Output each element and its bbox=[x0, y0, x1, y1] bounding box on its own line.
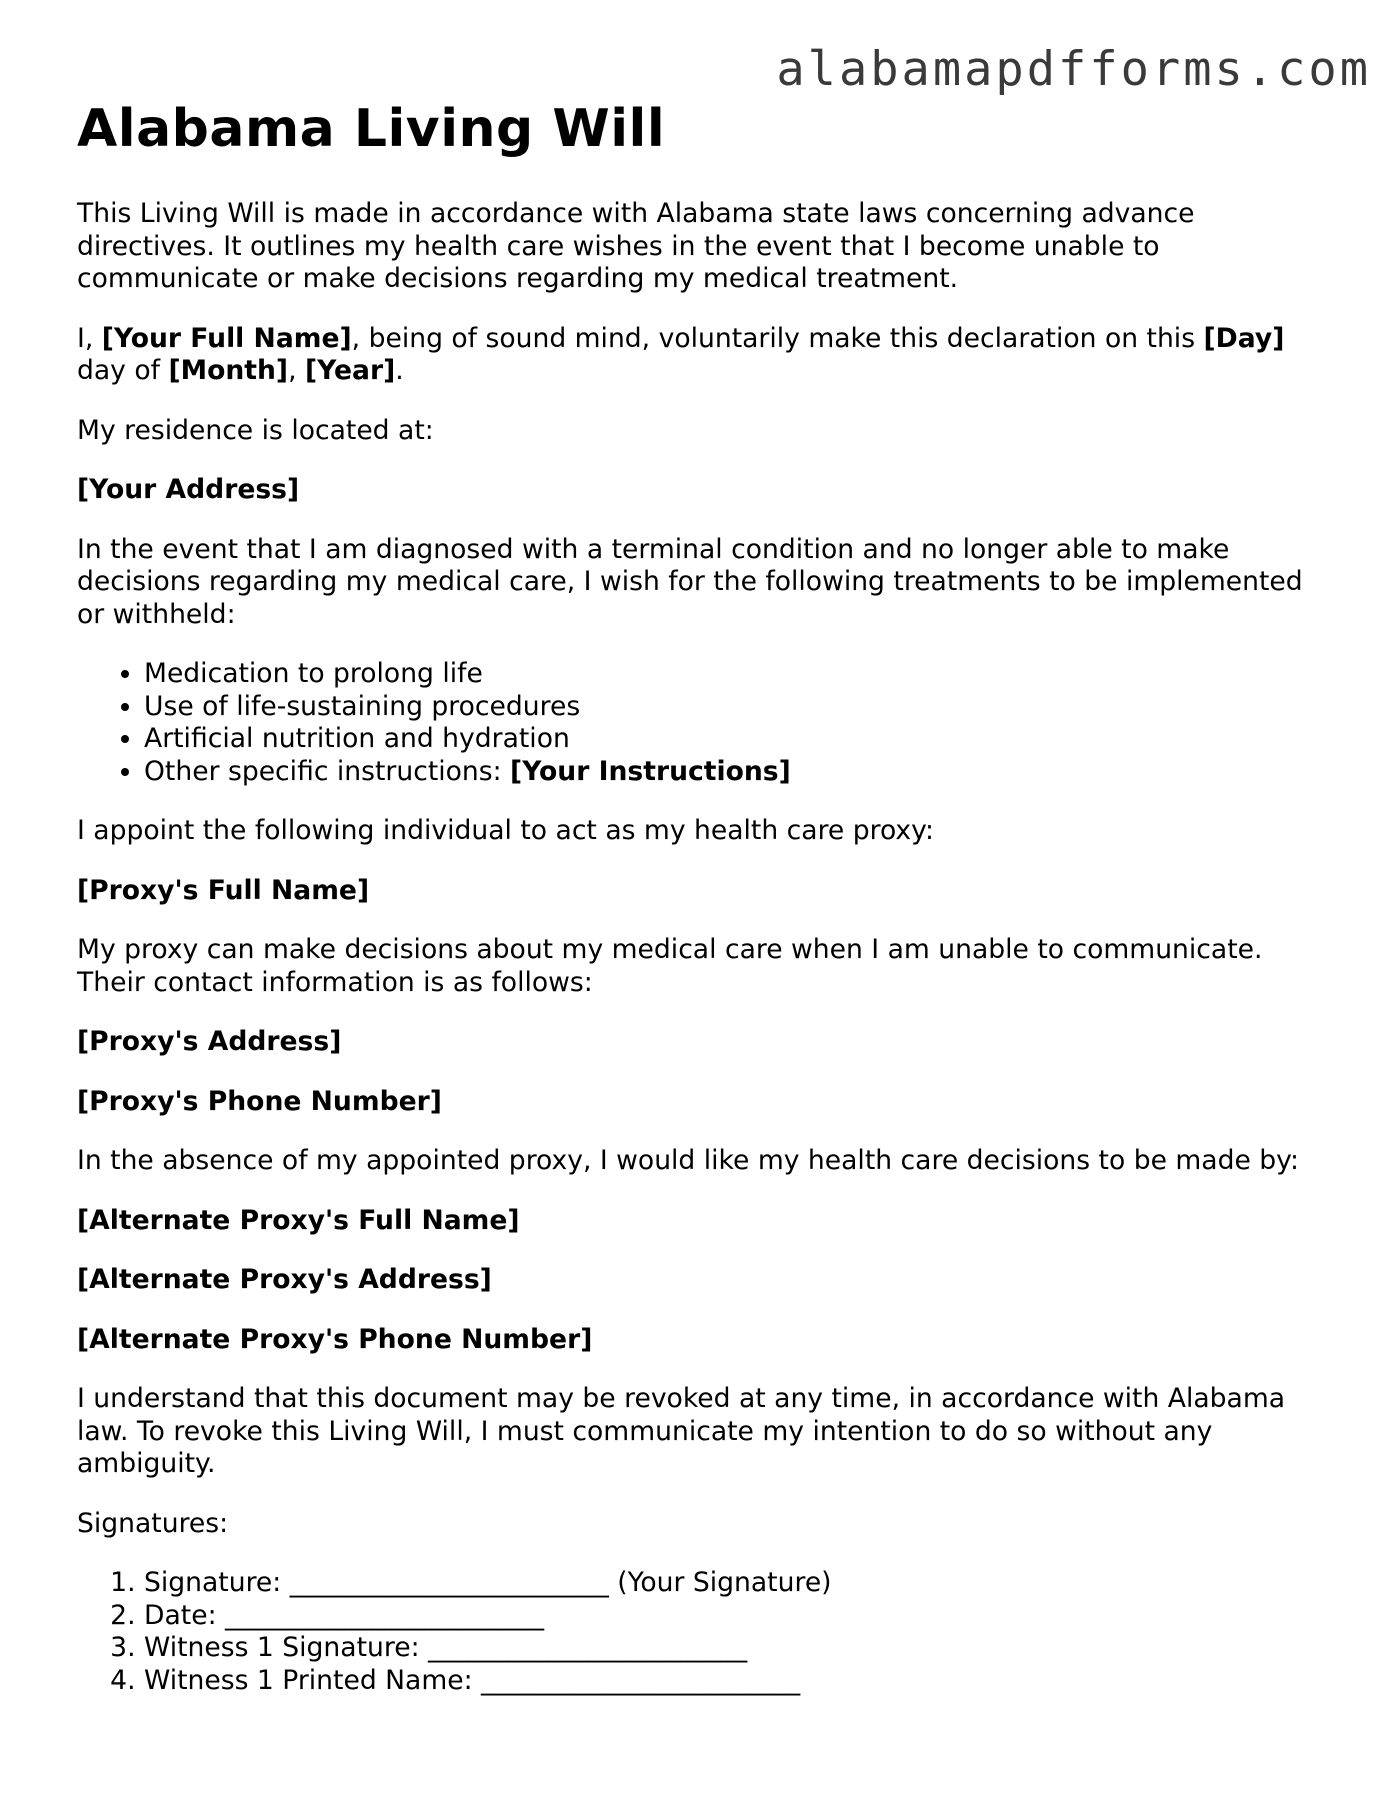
proxy-phone-placeholder: [Proxy's Phone Number] bbox=[77, 1085, 442, 1117]
proxy-address-placeholder: [Proxy's Address] bbox=[77, 1026, 342, 1058]
signatures-label: Signatures: bbox=[77, 1507, 229, 1539]
site-watermark: alabamapdfforms.com bbox=[776, 42, 1371, 97]
treatment-list bbox=[77, 658, 1327, 788]
declaration-end: . bbox=[395, 355, 404, 387]
alternate-proxy-intro: In the absence of my appointed proxy, I would like my health care decisions to be made by: bbox=[77, 1145, 1299, 1177]
day-placeholder: [Day] bbox=[1203, 322, 1285, 354]
alternate-proxy-phone-placeholder: [Alternate Proxy's Phone Number] bbox=[77, 1323, 593, 1355]
list-item: • Medication to prolong life bbox=[144, 658, 1327, 691]
alternate-proxy-address-placeholder: [Alternate Proxy's Address] bbox=[77, 1264, 492, 1296]
list-item: • Use of life-sustaining procedures bbox=[144, 691, 1327, 724]
month-placeholder: [Month] bbox=[168, 355, 289, 387]
document-body bbox=[77, 100, 1327, 1724]
list-item bbox=[144, 756, 1327, 789]
intro-paragraph: This Living Will is made in accordance with Alabama state laws concerning advance directives. It outlines my health care wishes in the event that I become unable to communicate or make decisions regarding my medical treatment. bbox=[77, 198, 1195, 295]
page-title: Alabama Living Will bbox=[77, 99, 666, 159]
declaration-comma: , bbox=[288, 355, 306, 387]
list-item: • Artificial nutrition and hydration bbox=[144, 723, 1327, 756]
instructions-label: Other specific instructions: bbox=[144, 755, 511, 787]
terminal-condition-paragraph: In the event that I am diagnosed with a terminal condition and no longer able to make decisions regarding my medical care, I wish for the following treatments to be implemented or withheld: bbox=[77, 533, 1303, 630]
alternate-proxy-name-placeholder: [Alternate Proxy's Full Name] bbox=[77, 1204, 520, 1236]
revocation-paragraph: I understand that this document may be revoked at any time, in accordance with Alabama law. To revoke this Living Will, I must communicate my intention to do so without any ambiguity. bbox=[77, 1383, 1286, 1480]
declaration-middle: , being of sound mind, voluntarily make this declaration on this bbox=[351, 322, 1204, 354]
proxy-name-placeholder: [Proxy's Full Name] bbox=[77, 874, 370, 906]
declaration-day-of: day of bbox=[77, 355, 169, 387]
declaration-prefix: I, bbox=[77, 322, 102, 354]
year-placeholder: [Year] bbox=[305, 355, 396, 387]
instructions-placeholder: [Your Instructions] bbox=[510, 755, 791, 787]
signature-list bbox=[77, 1567, 1327, 1697]
full-name-placeholder: [Your Full Name] bbox=[101, 322, 352, 354]
address-placeholder: [Your Address] bbox=[77, 474, 300, 506]
proxy-intro: I appoint the following individual to act as my health care proxy: bbox=[77, 815, 934, 847]
residence-label: My residence is located at: bbox=[77, 414, 434, 446]
list-item: 2. Date: ________________________ bbox=[144, 1600, 1327, 1633]
list-item: 4. Witness 1 Printed Name: ________________________ bbox=[144, 1665, 1327, 1698]
list-item: 3. Witness 1 Signature: ________________________ bbox=[144, 1632, 1327, 1665]
proxy-paragraph: My proxy can make decisions about my medical care when I am unable to communicate. Their contact information is as follows: bbox=[77, 934, 1263, 998]
list-item: 1. Signature: ________________________ (Your Signature) bbox=[144, 1567, 1327, 1600]
declaration-paragraph bbox=[77, 323, 1327, 388]
